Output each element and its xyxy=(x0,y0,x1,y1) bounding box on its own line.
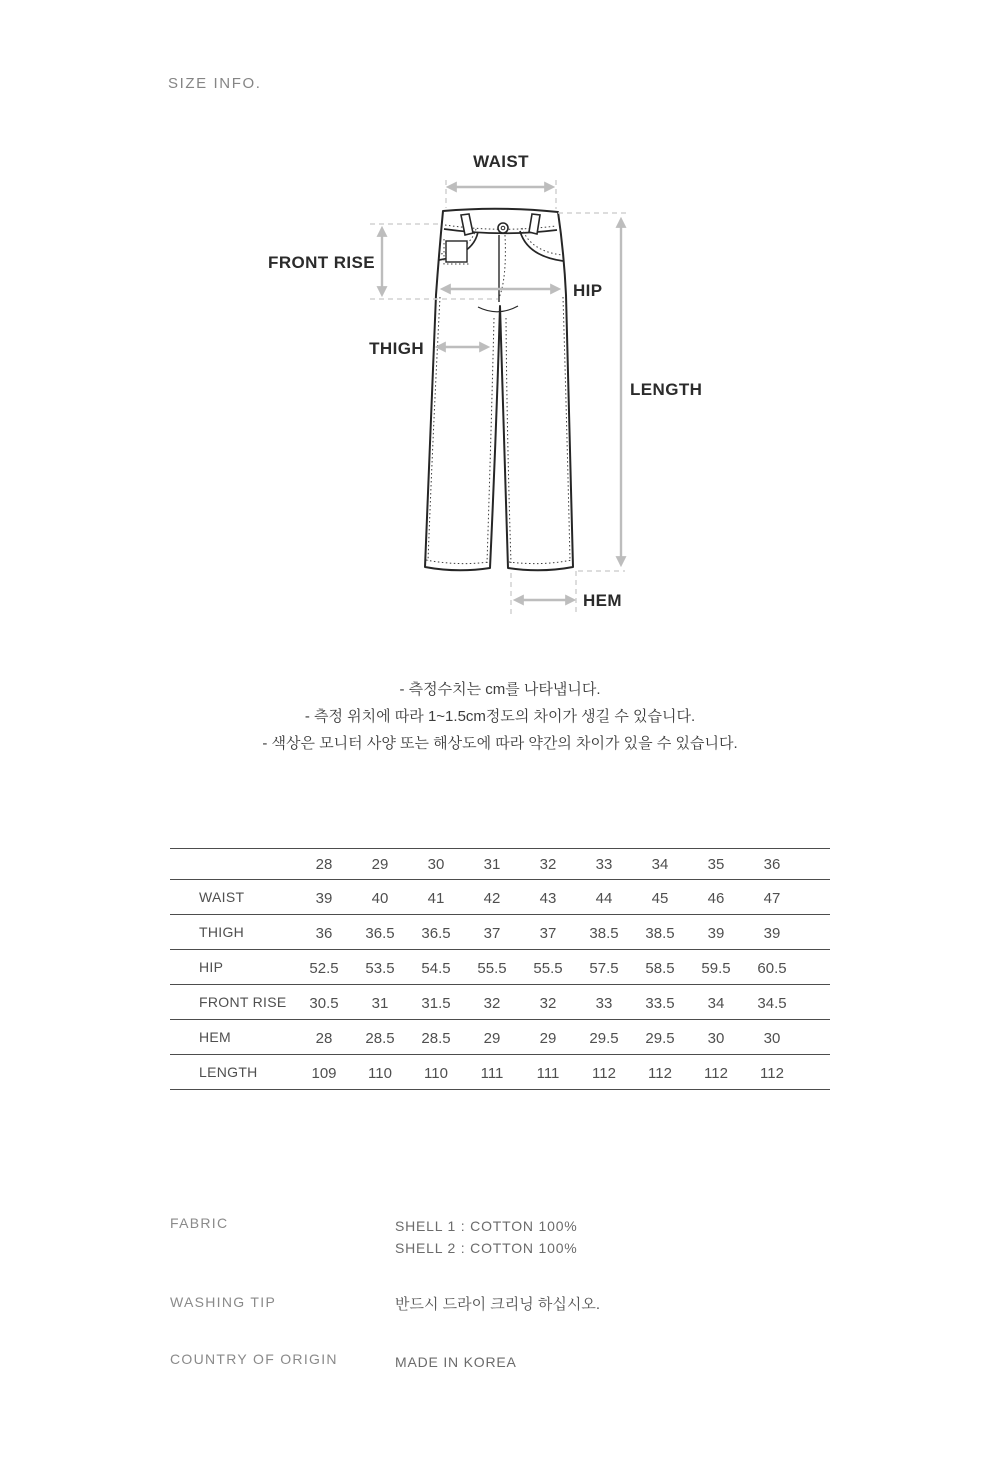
size-cell: 44 xyxy=(595,890,613,907)
size-table-corner-cell xyxy=(170,849,296,880)
size-cell: 31 xyxy=(371,995,389,1012)
size-table-row xyxy=(170,950,830,985)
note-line: - 색상은 모니터 사양 또는 해상도에 따라 약간의 차이가 있을 수 있습니다. xyxy=(262,735,738,752)
spacer-cell xyxy=(800,950,830,985)
size-column-header: 35 xyxy=(707,855,725,873)
size-column-header: 28 xyxy=(315,855,333,873)
size-cell: 33 xyxy=(595,995,613,1012)
size-cell: 38.5 xyxy=(589,925,619,942)
size-cell: 36.5 xyxy=(421,925,451,942)
size-cell: 47 xyxy=(763,890,781,907)
size-cell: 59.5 xyxy=(701,960,731,977)
size-column-header: 33 xyxy=(595,855,613,873)
coin-pocket xyxy=(446,241,467,262)
size-cell: 29 xyxy=(539,1030,557,1047)
size-row-label: LENGTH xyxy=(199,1064,258,1080)
size-cell: 111 xyxy=(480,1065,504,1082)
size-cell: 28.5 xyxy=(365,1030,395,1047)
origin-value: MADE IN KOREA xyxy=(395,1354,517,1370)
size-column-header: 30 xyxy=(427,855,445,873)
size-column-header: 29 xyxy=(371,855,389,873)
origin-row xyxy=(170,1351,830,1377)
fabric-row xyxy=(170,1215,830,1265)
size-cell: 39 xyxy=(763,925,781,942)
fabric-line: SHELL 2 : COTTON 100% xyxy=(395,1240,578,1256)
fabric-value xyxy=(395,1215,578,1259)
size-cell: 37 xyxy=(539,925,557,942)
size-cell: 33.5 xyxy=(645,995,675,1012)
fabric-line: SHELL 1 : COTTON 100% xyxy=(395,1218,578,1234)
fabric-label: FABRIC xyxy=(170,1215,229,1231)
size-cell: 39 xyxy=(707,925,725,942)
hip-label: HIP xyxy=(573,281,603,300)
size-cell: 58.5 xyxy=(645,960,675,977)
size-cell: 38.5 xyxy=(645,925,675,942)
size-cell: 29 xyxy=(483,1030,501,1047)
size-cell: 34.5 xyxy=(757,995,787,1012)
size-row-label: HEM xyxy=(199,1029,232,1045)
size-cell: 52.5 xyxy=(309,960,339,977)
waist-label: WAIST xyxy=(473,152,529,171)
size-cell: 55.5 xyxy=(477,960,507,977)
size-cell: 39 xyxy=(315,890,333,907)
size-cell: 28.5 xyxy=(421,1030,451,1047)
note-line: - 측정 위치에 따라 1~1.5cm정도의 차이가 생길 수 있습니다. xyxy=(304,708,696,725)
size-cell: 41 xyxy=(427,890,445,907)
size-cell: 54.5 xyxy=(421,960,451,977)
size-cell: 29.5 xyxy=(645,1030,675,1047)
size-cell: 112 xyxy=(648,1065,672,1082)
size-table-row xyxy=(170,1020,830,1055)
spacer-cell xyxy=(800,1055,830,1090)
size-cell: 31.5 xyxy=(421,995,451,1012)
size-cell: 36 xyxy=(315,925,333,942)
size-table xyxy=(170,848,830,1090)
size-cell: 30 xyxy=(707,1030,725,1047)
size-cell: 45 xyxy=(651,890,669,907)
size-table-row xyxy=(170,1055,830,1090)
size-cell: 32 xyxy=(483,995,501,1012)
spacer-cell xyxy=(800,915,830,950)
size-table-header-row xyxy=(170,849,830,880)
size-cell: 43 xyxy=(539,890,557,907)
size-cell: 40 xyxy=(371,890,389,907)
size-cell: 57.5 xyxy=(589,960,619,977)
size-cell: 28 xyxy=(315,1030,333,1047)
size-row-label: FRONT RISE xyxy=(199,994,287,1010)
size-cell: 36.5 xyxy=(365,925,395,942)
size-cell: 30 xyxy=(763,1030,781,1047)
size-cell: 110 xyxy=(368,1065,392,1082)
spacer-cell xyxy=(800,1020,830,1055)
size-row-label: THIGH xyxy=(199,924,245,940)
size-cell: 111 xyxy=(536,1065,560,1082)
button xyxy=(498,223,508,233)
size-row-label: WAIST xyxy=(199,889,245,905)
front-rise-label: FRONT RISE xyxy=(268,253,375,272)
size-column-header: 36 xyxy=(763,855,781,873)
spacer-cell xyxy=(800,880,830,915)
size-table-row xyxy=(170,880,830,915)
measurement-notes xyxy=(0,676,1000,757)
spacer-cell xyxy=(800,985,830,1020)
spacer-cell xyxy=(800,849,830,880)
size-cell: 60.5 xyxy=(757,960,787,977)
size-cell: 29.5 xyxy=(589,1030,619,1047)
size-cell: 112 xyxy=(592,1065,616,1082)
size-table-body xyxy=(170,880,830,1090)
page-title: SIZE INFO. xyxy=(168,75,262,92)
size-table-row xyxy=(170,915,830,950)
washing-tip-value: 반드시 드라이 크리닝 하십시오. xyxy=(395,1296,601,1313)
size-cell: 53.5 xyxy=(365,960,395,977)
size-cell: 112 xyxy=(704,1065,728,1082)
size-column-header: 31 xyxy=(483,855,501,873)
size-column-header: 34 xyxy=(651,855,669,873)
size-table-row xyxy=(170,985,830,1020)
size-cell: 30.5 xyxy=(309,995,339,1012)
hem-label: HEM xyxy=(583,591,622,610)
size-row-label: HIP xyxy=(199,959,224,975)
size-cell: 110 xyxy=(424,1065,448,1082)
origin-label: COUNTRY OF ORIGIN xyxy=(170,1351,338,1367)
length-label: LENGTH xyxy=(630,380,703,399)
size-cell: 55.5 xyxy=(533,960,563,977)
note-line: - 측정수치는 cm를 나타냅니다. xyxy=(399,681,601,698)
size-cell: 46 xyxy=(707,890,725,907)
washing-tip-label: WASHING TIP xyxy=(170,1294,277,1310)
washing-tip-row xyxy=(170,1294,830,1320)
size-cell: 109 xyxy=(311,1065,337,1082)
thigh-label: THIGH xyxy=(369,339,424,358)
size-cell: 32 xyxy=(539,995,557,1012)
size-cell: 112 xyxy=(760,1065,784,1082)
size-cell: 34 xyxy=(707,995,725,1012)
size-column-header: 32 xyxy=(539,855,557,873)
size-cell: 37 xyxy=(483,925,501,942)
size-cell: 42 xyxy=(483,890,501,907)
